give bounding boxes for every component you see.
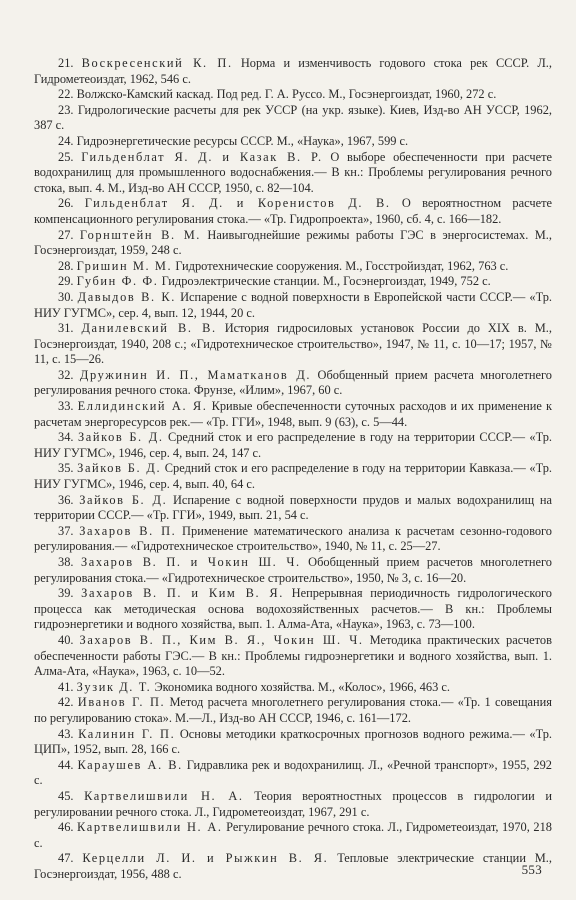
reference-text: Обобщенный прием расчета многолетнего регулирования речного стока. Фрунзе, «Илим», 1967, 60 с. bbox=[34, 367, 552, 398]
reference-entry bbox=[34, 103, 552, 134]
reference-entry bbox=[34, 321, 552, 368]
reference-author: Картвелишвили Н. А. bbox=[77, 820, 223, 835]
reference-entry bbox=[34, 134, 552, 150]
reference-text: Экономика водного хозяйства. М., «Колос», 1966, 463 с. bbox=[154, 679, 450, 694]
reference-author: Зузик Д. Т. bbox=[76, 679, 152, 694]
page-number: 553 bbox=[521, 862, 542, 877]
reference-author: Зайков Б. Д. bbox=[77, 461, 162, 476]
reference-entry bbox=[34, 789, 552, 820]
reference-author: Гильденблат Я. Д. и Коренистов Д. В. bbox=[84, 196, 391, 211]
reference-number: 30. bbox=[58, 289, 74, 304]
reference-author: Захаров В. П. bbox=[79, 523, 177, 538]
reference-number: 41. bbox=[58, 679, 74, 694]
reference-author: Данилевский В. В. bbox=[81, 321, 217, 336]
reference-number: 21. bbox=[58, 56, 74, 70]
reference-entry bbox=[34, 633, 552, 680]
reference-text: Наивыгоднейшие режимы работы ГЭС в энергосистемах. М., Госэнергоиздат, 1959, 248 с. bbox=[34, 227, 552, 258]
reference-number: 38. bbox=[58, 555, 74, 569]
reference-text: Метод расчета многолетнего регулирования стока.— «Тр. 1 совещания по регулированию стока». М.—Л., Изд-во АН СССР, 1946, с. 161—172. bbox=[34, 695, 552, 725]
reference-number: 43. bbox=[58, 726, 74, 741]
reference-entry bbox=[34, 524, 552, 555]
reference-entry bbox=[34, 695, 552, 726]
reference-text: Испарение с водной поверхности в Европейской части СССР.— «Тр. НИУ ГУГМС», сер. 4, вып. 12, 1944, 20 с. bbox=[34, 289, 552, 320]
reference-number: 27. bbox=[58, 227, 74, 242]
reference-author: Караушев А. В. bbox=[77, 757, 183, 772]
reference-number: 46. bbox=[58, 820, 74, 835]
reference-author: Гришин М. М. bbox=[76, 258, 173, 273]
reference-entry bbox=[34, 851, 552, 882]
reference-author: Губин Ф. Ф. bbox=[76, 274, 159, 289]
reference-text: Теория вероятностных процессов в гидрологии и регулировании речного стока. Л., Гидрометеоиздат, 1967, 291 с. bbox=[34, 788, 552, 819]
reference-author: Захаров В. П. и Ким В. Я. bbox=[81, 586, 284, 601]
reference-number: 42. bbox=[58, 695, 74, 710]
reference-author: Давыдов В. К. bbox=[77, 289, 176, 304]
reference-number: 34. bbox=[58, 430, 74, 445]
reference-text: Испарение с водной поверхности прудов и малых водохранилищ на территории СССР.— «Тр. ГГИ», 1949, вып. 21, 54 с. bbox=[34, 492, 552, 523]
reference-entry bbox=[34, 430, 552, 461]
reference-author: Керцелли Л. И. и Рыжкин В. Я. bbox=[82, 851, 329, 866]
reference-author: Воскресенский К. П. bbox=[81, 56, 233, 70]
reference-entry bbox=[34, 727, 552, 758]
reference-entry bbox=[34, 680, 552, 696]
reference-number: 45. bbox=[58, 788, 74, 803]
reference-text: Обобщенный прием расчетов многолетнего регулирования стока.— «Гидротехническое строительство», 1950, № 3, с. 16—20. bbox=[34, 555, 552, 585]
reference-entry bbox=[34, 259, 552, 275]
reference-number: 24. bbox=[58, 133, 74, 148]
reference-number: 35. bbox=[58, 461, 74, 476]
reference-author: Зайков Б. Д. bbox=[77, 430, 164, 445]
reference-author: Иванов Г. П. bbox=[77, 695, 166, 710]
reference-entry bbox=[34, 290, 552, 321]
reference-number: 22. bbox=[58, 87, 74, 102]
reference-text: Гидроэнергетические ресурсы СССР. М., «Наука», 1967, 599 с. bbox=[76, 133, 409, 148]
reference-text: Волжско-Камский каскад. Под ред. Г. А. Руссо. М., Госэнергоиздат, 1960, 272 с. bbox=[76, 87, 497, 102]
reference-text: Гидротехнические сооружения. М., Госстройиздат, 1962, 763 с. bbox=[175, 258, 509, 273]
reference-number: 37. bbox=[58, 523, 74, 538]
reference-author: Горнштейн В. М. bbox=[79, 227, 202, 242]
reference-entry bbox=[34, 368, 552, 399]
reference-text: О вероятностном расчете компенсационного регулирования стока.— «Тр. Гидропроекта», 1960, сб. 4, с. 166—182. bbox=[34, 196, 552, 226]
reference-number: 36. bbox=[58, 492, 74, 507]
reference-text: Тепловые электрические станции М., Госэнергоиздат, 1956, 488 с. bbox=[34, 851, 552, 881]
reference-text: Регулирование речного стока. Л., Гидрометеоиздат, 1970, 218 с. bbox=[34, 820, 552, 850]
reference-entry bbox=[34, 56, 552, 87]
reference-entry bbox=[34, 274, 552, 290]
reference-entry bbox=[34, 399, 552, 430]
reference-text: Норма и изменчивость годового стока рек СССР. Л., Гидрометеоиздат, 1962, 546 с. bbox=[34, 56, 552, 86]
reference-number: 47. bbox=[58, 851, 74, 866]
reference-number: 29. bbox=[58, 274, 74, 289]
reference-list bbox=[34, 56, 552, 882]
reference-number: 26. bbox=[58, 196, 74, 211]
reference-text: Основы методики краткосрочных прогнозов водного режима.— «Тр. ЦИП», 1952, вып. 28, 166 с. bbox=[34, 726, 552, 757]
reference-number: 39. bbox=[58, 586, 74, 601]
reference-number: 23. bbox=[58, 102, 74, 117]
reference-text: Гидравлика рек и водохранилищ. Л., «Речной транспорт», 1955, 292 с. bbox=[34, 757, 552, 788]
reference-text: История гидросиловых установок России до XIX в. М., Госэнергоиздат, 1940, 208 с.; «Гидротехническое строительство», 1947, № 11, с. 10—17; 1957, № 11, с. 15—26. bbox=[34, 321, 552, 367]
reference-number: 33. bbox=[58, 399, 74, 414]
reference-entry bbox=[34, 87, 552, 103]
reference-entry bbox=[34, 461, 552, 492]
reference-entry bbox=[34, 228, 552, 259]
reference-number: 25. bbox=[58, 149, 74, 164]
reference-text: Кривые обеспеченности суточных расходов и их применение к расчетам энергоресурсов рек.— «Тр. ГГИ», 1948, вып. 9 (63), с. 5—44. bbox=[34, 399, 552, 429]
reference-author: Калинин Г. П. bbox=[78, 726, 176, 741]
reference-author: Картвелишвили Н. А. bbox=[84, 788, 244, 803]
reference-entry bbox=[34, 555, 552, 586]
reference-number: 44. bbox=[58, 757, 74, 772]
reference-entry bbox=[34, 758, 552, 789]
reference-text: Применение математического анализа к расчетам сезонно-годового регулирования.— «Гидротехническое строительство», 1940, № 11, с. 25—27. bbox=[34, 523, 552, 554]
reference-text: О выборе обеспеченности при расчете водохранилищ для промышленного водоснабжения.— В кн.: Проблемы регулирования речного стока, вып. 4. М., Изд-во АН СССР, 1950, с. 82—104. bbox=[34, 149, 553, 195]
reference-entry bbox=[34, 196, 552, 227]
reference-author: Захаров В. П., Ким В. Я., Чокин Ш. Ч. bbox=[79, 632, 364, 647]
reference-entry bbox=[34, 586, 552, 633]
reference-number: 32. bbox=[58, 367, 74, 382]
reference-author: Захаров В. П. и Чокин Ш. Ч. bbox=[80, 555, 301, 569]
reference-author: Гильденблат Я. Д. и Казак В. Р. bbox=[81, 149, 323, 164]
reference-number: 40. bbox=[58, 632, 74, 647]
reference-entry bbox=[34, 150, 552, 197]
reference-text: Гидроэлектрические станции. М., Госэнергоиздат, 1949, 752 с. bbox=[161, 274, 491, 289]
reference-entry bbox=[34, 493, 552, 524]
reference-number: 31. bbox=[58, 321, 74, 336]
reference-number: 28. bbox=[58, 258, 74, 273]
reference-entry bbox=[34, 820, 552, 851]
reference-text: Гидрологические расчеты для рек УССР (на укр. языке). Киев, Изд-во АН УССР, 1962, 387 с. bbox=[34, 102, 552, 133]
reference-text: Средний сток и его распределение в году на территории Кавказа.— «Тр. НИУ ГУГМС», 1946, сер. 4, вып. 40, 64 с. bbox=[34, 461, 552, 492]
reference-text: Методика практических расчетов обеспеченности работы ГЭС.— В кн.: Проблемы гидроэнергетики и водного хозяйства, вып. 1. Алма-Ата, «Наука», 1963, с. 10—52. bbox=[34, 632, 552, 679]
reference-author: Дружинин И. П., Маматканов Д. bbox=[79, 367, 312, 382]
reference-author: Еллидинский А. Я. bbox=[77, 399, 208, 414]
reference-text: Средний сток и его распределение в году на территории СССР.— «Тр. НИУ ГУГМС», 1946, сер. 4, вып. 24, 147 с. bbox=[34, 430, 553, 460]
reference-author: Зайков Б. Д. bbox=[79, 492, 168, 507]
reference-text: Непрерывная периодичность гидрологического процесса как методическая основа водохозяйственных расчетов.— В кн.: Проблемы гидроэнергетики и водного хозяйства, вып. 1. Алма-Ата, «Наука», 1963, с. 73—100. bbox=[34, 586, 552, 632]
